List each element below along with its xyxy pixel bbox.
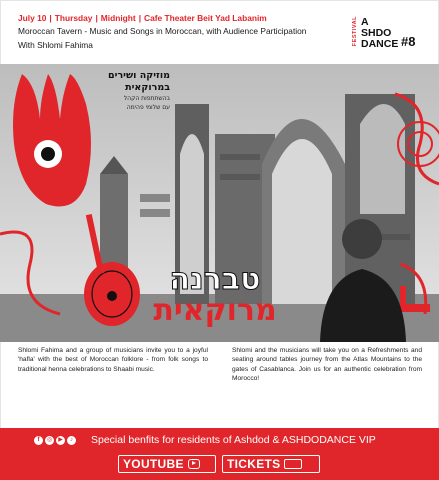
play-icon xyxy=(188,459,200,469)
instagram-icon[interactable]: ◎ xyxy=(46,437,53,443)
hebrew-subtitle-2: עם שלומי פהימה xyxy=(126,104,170,111)
big-hebrew-line-2: מרוקאית xyxy=(153,293,277,328)
youtube-button[interactable] xyxy=(118,455,216,473)
event-header xyxy=(18,12,318,52)
hebrew-subtitle-1: בהשתתפות הקהל xyxy=(123,95,170,102)
hero-hebrew-heading xyxy=(88,70,170,112)
logo-festival: FESTIVAL xyxy=(352,16,358,47)
footer-bar xyxy=(0,428,439,480)
facebook-icon[interactable]: f xyxy=(34,436,43,445)
ashdodance-logo xyxy=(352,14,426,54)
big-hebrew-line-1: טברנה xyxy=(169,262,261,297)
ticket-icon xyxy=(284,459,302,469)
benefits-text: Special benfits for residents of Ashdod & ASHDODANCE VIP xyxy=(91,434,376,446)
tickets-label: TICKETS xyxy=(227,456,281,471)
event-title: Moroccan Tavern - Music and Songs in Moroccan, with Audience Participation xyxy=(18,26,307,36)
logo-line-3: DANCE xyxy=(361,38,399,50)
logo-line-1: A xyxy=(361,16,369,28)
event-details: July 10 | Thursday | Midnight | Cafe Theater Beit Yad Labanim xyxy=(18,13,267,23)
youtube-label: YOUTUBE xyxy=(123,456,184,471)
event-date: July 10 xyxy=(18,13,47,23)
event-venue: Cafe Theater Beit Yad Labanim xyxy=(144,13,267,23)
event-time: Midnight xyxy=(100,13,136,23)
hebrew-title-1: מוזיקה ושירים xyxy=(108,70,170,81)
tickets-button[interactable] xyxy=(222,455,320,473)
hero-image xyxy=(0,64,439,342)
description-left: Shlomi Fahima and a group of musicians invite you to a joyful 'hafla' with the best of Moroccan folklore - from folk songs to traditional henna celebrations to Shaabi music. xyxy=(18,347,208,373)
youtube-icon[interactable]: ▶ xyxy=(56,436,65,445)
description-right: Shlomi and the musicians will take you on a Refreshments and seating around tables journey from the Atlas Mountains to the gates of Casablanca. Join us for an authentic celebration from Morocco! xyxy=(232,347,422,383)
social-icons xyxy=(34,436,76,445)
hebrew-title-2: במרוקאית xyxy=(125,82,170,93)
event-performer: With Shlomi Fahima xyxy=(18,40,93,50)
tiktok-icon[interactable]: ♪ xyxy=(67,436,76,445)
hero-hebrew-title xyxy=(140,264,290,326)
logo-line-2: SHDO xyxy=(361,27,392,39)
event-day: Thursday xyxy=(54,13,93,23)
logo-number: #8 xyxy=(401,34,416,49)
